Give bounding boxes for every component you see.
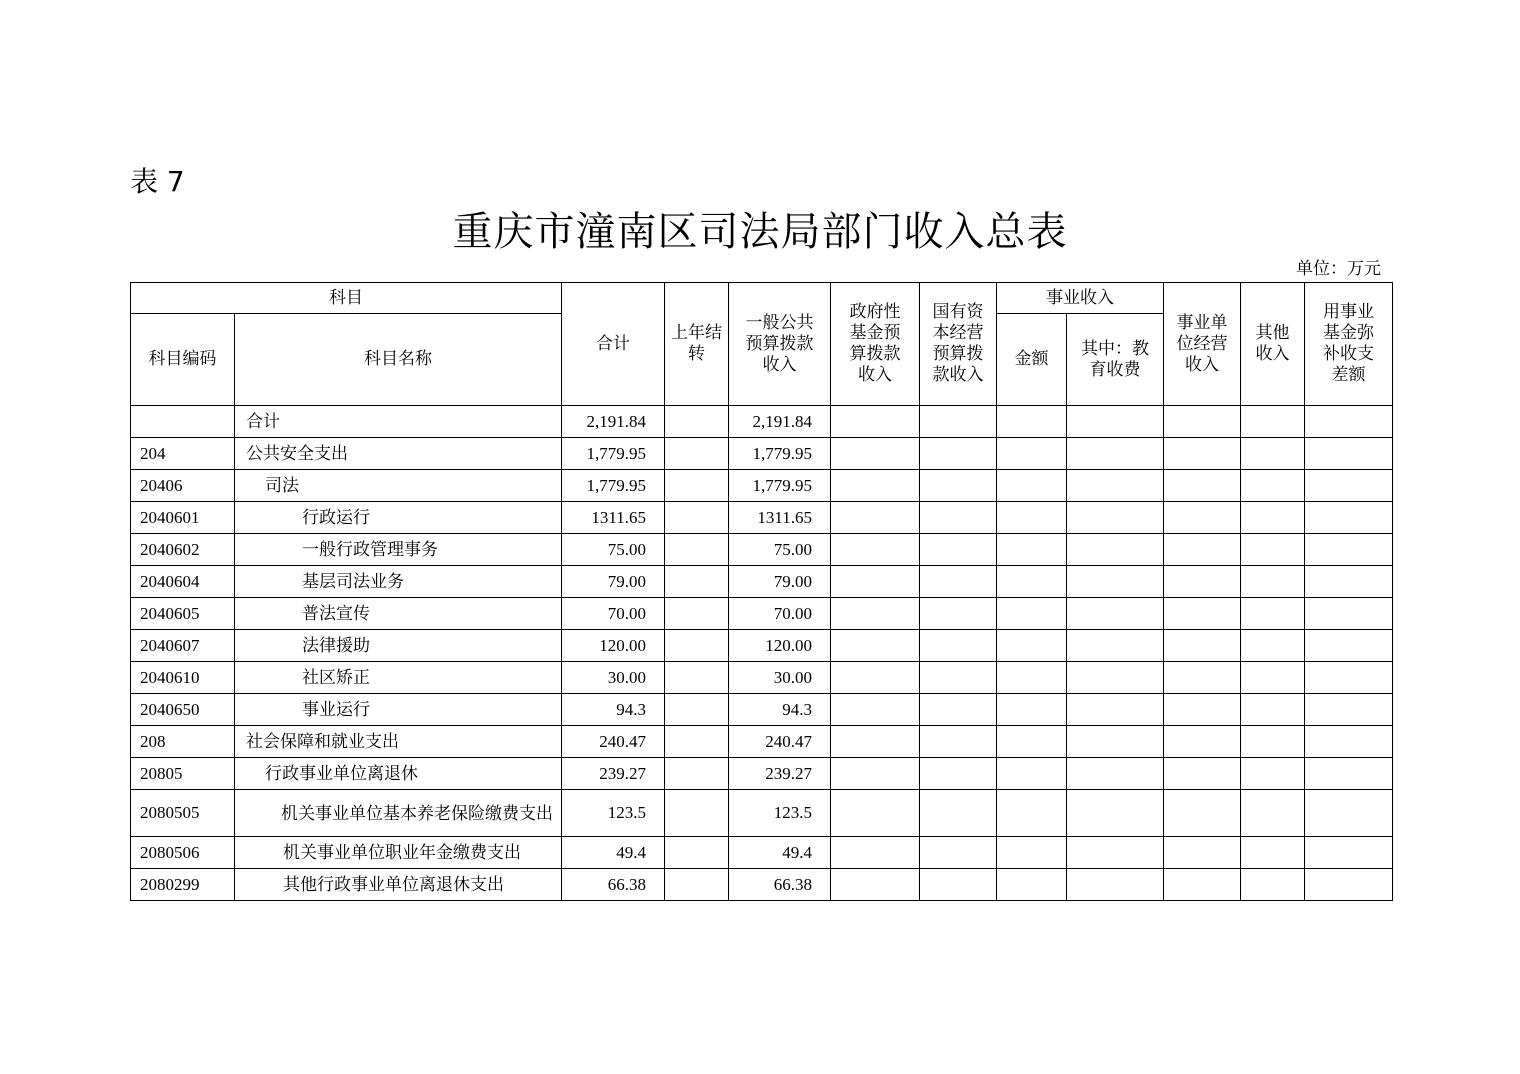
empty-cell	[1241, 406, 1305, 438]
table-row	[131, 869, 1393, 901]
empty-cell	[920, 598, 997, 630]
empty-cell	[1305, 502, 1393, 534]
empty-cell	[920, 726, 997, 758]
empty-cell	[1241, 758, 1305, 790]
empty-cell	[831, 502, 920, 534]
header-general-public-budget: 一般公共预算拨款收入	[729, 283, 831, 406]
subject-name: 机关事业单位职业年金缴费支出	[235, 837, 562, 869]
empty-cell	[1241, 662, 1305, 694]
empty-cell	[665, 837, 729, 869]
subject-code	[131, 406, 235, 438]
empty-cell	[1164, 694, 1241, 726]
empty-cell	[831, 598, 920, 630]
subject-code: 2080506	[131, 837, 235, 869]
general-budget-value: 1311.65	[729, 502, 831, 534]
table-row	[131, 758, 1393, 790]
empty-cell	[1067, 534, 1164, 566]
empty-cell	[1241, 790, 1305, 837]
empty-cell	[1067, 566, 1164, 598]
subject-name: 合计	[235, 406, 562, 438]
empty-cell	[997, 598, 1067, 630]
empty-cell	[920, 662, 997, 694]
empty-cell	[665, 470, 729, 502]
header-unit-operating-income: 事业单位经营收入	[1164, 283, 1241, 406]
empty-cell	[1164, 790, 1241, 837]
empty-cell	[1067, 694, 1164, 726]
empty-cell	[831, 406, 920, 438]
subject-name: 基层司法业务	[235, 566, 562, 598]
subject-name: 其他行政事业单位离退休支出	[235, 869, 562, 901]
total-value: 1,779.95	[562, 470, 665, 502]
total-value: 49.4	[562, 837, 665, 869]
empty-cell	[1164, 406, 1241, 438]
subject-code: 2040650	[131, 694, 235, 726]
header-business-income: 事业收入	[997, 283, 1164, 314]
subject-name: 行政运行	[235, 502, 562, 534]
empty-cell	[1241, 470, 1305, 502]
empty-cell	[997, 470, 1067, 502]
empty-cell	[1241, 869, 1305, 901]
empty-cell	[997, 406, 1067, 438]
total-value: 30.00	[562, 662, 665, 694]
empty-cell	[831, 566, 920, 598]
empty-cell	[997, 790, 1067, 837]
empty-cell	[665, 566, 729, 598]
empty-cell	[665, 502, 729, 534]
subject-code: 2040607	[131, 630, 235, 662]
empty-cell	[1164, 438, 1241, 470]
total-value: 70.00	[562, 598, 665, 630]
empty-cell	[997, 438, 1067, 470]
empty-cell	[1164, 566, 1241, 598]
empty-cell	[1305, 837, 1393, 869]
empty-cell	[1305, 470, 1393, 502]
empty-cell	[665, 534, 729, 566]
empty-cell	[1241, 438, 1305, 470]
empty-cell	[831, 470, 920, 502]
empty-cell	[1067, 406, 1164, 438]
empty-cell	[1241, 502, 1305, 534]
subject-code: 2080299	[131, 869, 235, 901]
table-row	[131, 534, 1393, 566]
header-amount: 金额	[997, 314, 1067, 406]
subject-code: 208	[131, 726, 235, 758]
general-budget-value: 49.4	[729, 837, 831, 869]
empty-cell	[665, 438, 729, 470]
subject-name: 社区矫正	[235, 662, 562, 694]
empty-cell	[997, 758, 1067, 790]
empty-cell	[1241, 534, 1305, 566]
empty-cell	[1067, 438, 1164, 470]
empty-cell	[1067, 790, 1164, 837]
header-fund-compensation: 用事业基金弥补收支差额	[1305, 283, 1393, 406]
empty-cell	[1241, 837, 1305, 869]
table-number: 表 7	[130, 165, 185, 198]
total-value: 1,779.95	[562, 438, 665, 470]
empty-cell	[920, 534, 997, 566]
empty-cell	[1164, 598, 1241, 630]
empty-cell	[831, 837, 920, 869]
subject-name: 一般行政管理事务	[235, 534, 562, 566]
subject-name: 公共安全支出	[235, 438, 562, 470]
subject-code: 2040610	[131, 662, 235, 694]
empty-cell	[1164, 534, 1241, 566]
empty-cell	[997, 869, 1067, 901]
empty-cell	[1305, 758, 1393, 790]
empty-cell	[1164, 869, 1241, 901]
empty-cell	[1164, 470, 1241, 502]
empty-cell	[1164, 837, 1241, 869]
empty-cell	[1305, 726, 1393, 758]
empty-cell	[665, 869, 729, 901]
empty-cell	[920, 869, 997, 901]
table-row	[131, 502, 1393, 534]
empty-cell	[665, 790, 729, 837]
empty-cell	[997, 726, 1067, 758]
empty-cell	[1305, 790, 1393, 837]
empty-cell	[1164, 726, 1241, 758]
empty-cell	[1241, 630, 1305, 662]
subject-code: 2040605	[131, 598, 235, 630]
subject-name: 社会保障和就业支出	[235, 726, 562, 758]
empty-cell	[831, 726, 920, 758]
subject-name	[235, 790, 562, 837]
table-row	[131, 694, 1393, 726]
subject-code: 204	[131, 438, 235, 470]
empty-cell	[997, 694, 1067, 726]
empty-cell	[1305, 566, 1393, 598]
total-value: 94.3	[562, 694, 665, 726]
empty-cell	[831, 630, 920, 662]
total-value: 75.00	[562, 534, 665, 566]
header-other-income: 其他收入	[1241, 283, 1305, 406]
unit-label: 单位：万元	[1296, 259, 1381, 278]
header-gov-fund-budget: 政府性基金预算拨款收入	[831, 283, 920, 406]
empty-cell	[831, 694, 920, 726]
empty-cell	[1305, 662, 1393, 694]
empty-cell	[665, 630, 729, 662]
empty-cell	[997, 502, 1067, 534]
empty-cell	[1241, 598, 1305, 630]
general-budget-value: 120.00	[729, 630, 831, 662]
empty-cell	[831, 438, 920, 470]
general-budget-value: 2,191.84	[729, 406, 831, 438]
subject-name: 司法	[235, 470, 562, 502]
general-budget-value: 75.00	[729, 534, 831, 566]
table-row	[131, 438, 1393, 470]
empty-cell	[1305, 598, 1393, 630]
subject-name: 法律援助	[235, 630, 562, 662]
table-row	[131, 837, 1393, 869]
empty-cell	[665, 598, 729, 630]
empty-cell	[1067, 630, 1164, 662]
header-subject-name: 科目名称	[235, 314, 562, 406]
subject-code: 2040604	[131, 566, 235, 598]
general-budget-value: 1,779.95	[729, 438, 831, 470]
general-budget-value: 30.00	[729, 662, 831, 694]
empty-cell	[831, 662, 920, 694]
general-budget-value: 66.38	[729, 869, 831, 901]
empty-cell	[920, 837, 997, 869]
empty-cell	[1241, 694, 1305, 726]
total-value: 239.27	[562, 758, 665, 790]
empty-cell	[920, 438, 997, 470]
page-title: 重庆市潼南区司法局部门收入总表	[452, 209, 1068, 255]
empty-cell	[1164, 662, 1241, 694]
subject-name: 事业运行	[235, 694, 562, 726]
empty-cell	[831, 790, 920, 837]
header-prev-year-carryover: 上年结转	[665, 283, 729, 406]
empty-cell	[665, 694, 729, 726]
table-row	[131, 790, 1393, 837]
header-subject: 科目	[131, 283, 562, 314]
table-row	[131, 470, 1393, 502]
empty-cell	[920, 470, 997, 502]
subject-name: 普法宣传	[235, 598, 562, 630]
empty-cell	[920, 790, 997, 837]
empty-cell	[831, 758, 920, 790]
empty-cell	[1305, 406, 1393, 438]
subject-code: 2040602	[131, 534, 235, 566]
table-row	[131, 566, 1393, 598]
empty-cell	[1164, 502, 1241, 534]
total-value: 66.38	[562, 869, 665, 901]
general-budget-value: 1,779.95	[729, 470, 831, 502]
total-value: 123.5	[562, 790, 665, 837]
empty-cell	[920, 566, 997, 598]
empty-cell	[1067, 598, 1164, 630]
table-row	[131, 726, 1393, 758]
general-budget-value: 94.3	[729, 694, 831, 726]
subject-name-text: 机关事业单位基本养老保险缴费支出	[281, 803, 553, 823]
header-of-which-education: 其中：教育收费	[1067, 314, 1164, 406]
empty-cell	[665, 758, 729, 790]
empty-cell	[831, 869, 920, 901]
subject-code: 20406	[131, 470, 235, 502]
header-state-capital-budget: 国有资本经营预算拨款收入	[920, 283, 997, 406]
total-value: 2,191.84	[562, 406, 665, 438]
subject-code: 2040601	[131, 502, 235, 534]
header-total: 合计	[562, 283, 665, 406]
empty-cell	[1067, 726, 1164, 758]
total-value: 79.00	[562, 566, 665, 598]
empty-cell	[1067, 869, 1164, 901]
empty-cell	[920, 694, 997, 726]
empty-cell	[920, 502, 997, 534]
empty-cell	[1067, 837, 1164, 869]
empty-cell	[1164, 630, 1241, 662]
subject-name: 行政事业单位离退休	[235, 758, 562, 790]
empty-cell	[920, 630, 997, 662]
general-budget-value: 240.47	[729, 726, 831, 758]
empty-cell	[1305, 438, 1393, 470]
empty-cell	[665, 662, 729, 694]
empty-cell	[1164, 758, 1241, 790]
empty-cell	[1305, 534, 1393, 566]
total-value: 120.00	[562, 630, 665, 662]
empty-cell	[920, 758, 997, 790]
general-budget-value: 79.00	[729, 566, 831, 598]
empty-cell	[1067, 470, 1164, 502]
empty-cell	[1067, 758, 1164, 790]
empty-cell	[997, 566, 1067, 598]
table-row	[131, 598, 1393, 630]
income-summary-table	[130, 282, 1393, 901]
empty-cell	[997, 837, 1067, 869]
empty-cell	[665, 726, 729, 758]
table-row	[131, 406, 1393, 438]
empty-cell	[997, 534, 1067, 566]
empty-cell	[665, 406, 729, 438]
total-value: 1311.65	[562, 502, 665, 534]
empty-cell	[1067, 662, 1164, 694]
total-value: 240.47	[562, 726, 665, 758]
subject-code: 2080505	[131, 790, 235, 837]
empty-cell	[1305, 630, 1393, 662]
empty-cell	[920, 406, 997, 438]
header-subject-code: 科目编码	[131, 314, 235, 406]
general-budget-value: 70.00	[729, 598, 831, 630]
empty-cell	[1241, 726, 1305, 758]
empty-cell	[1305, 694, 1393, 726]
subject-code: 20805	[131, 758, 235, 790]
empty-cell	[1067, 502, 1164, 534]
table-row	[131, 630, 1393, 662]
general-budget-value: 239.27	[729, 758, 831, 790]
empty-cell	[1305, 869, 1393, 901]
empty-cell	[1241, 566, 1305, 598]
empty-cell	[997, 662, 1067, 694]
empty-cell	[997, 630, 1067, 662]
table-row	[131, 662, 1393, 694]
general-budget-value: 123.5	[729, 790, 831, 837]
empty-cell	[831, 534, 920, 566]
